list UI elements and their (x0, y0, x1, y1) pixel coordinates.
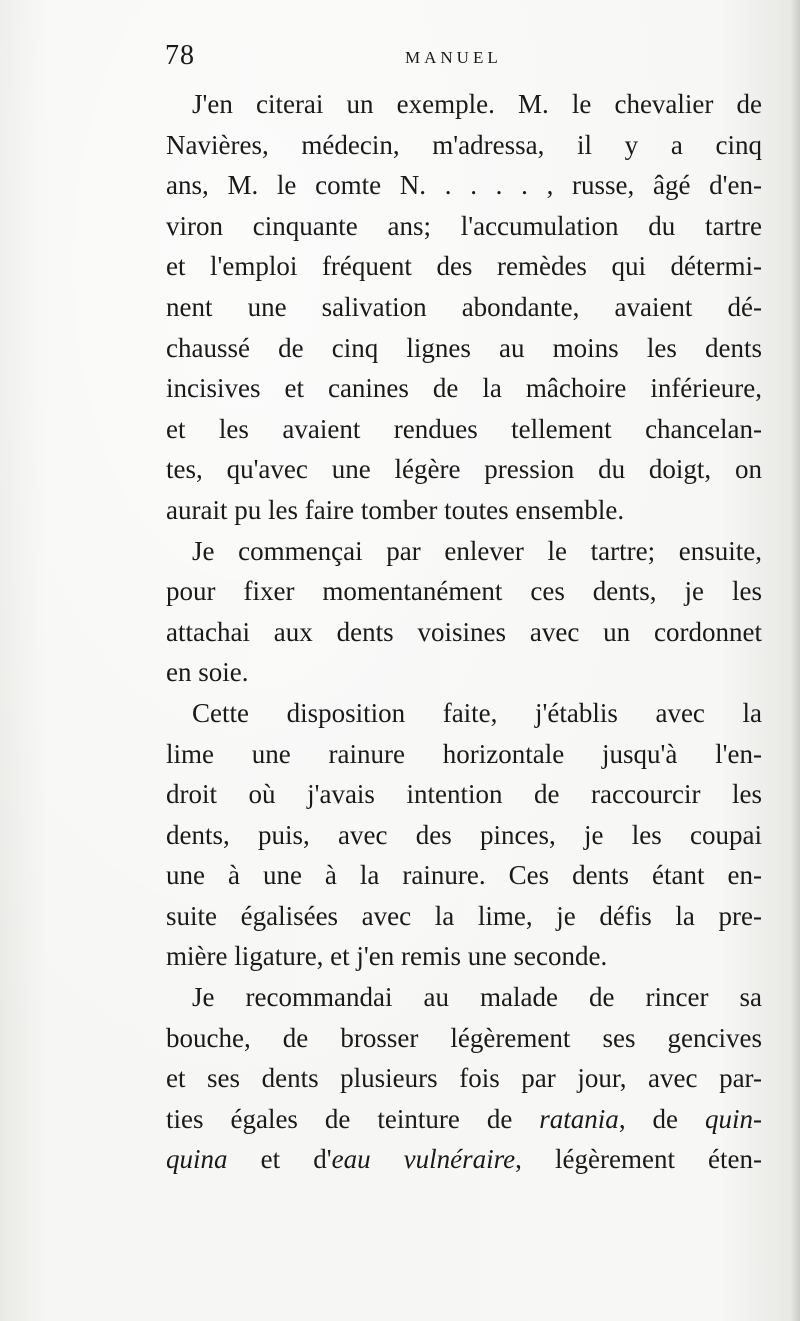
text-line: J'en citerai un exemple. M. le chevalier de (192, 89, 762, 119)
text-line: chaussé de cinq lignes au moins les dents (166, 332, 762, 363)
text-line: incisives et canines de la mâchoire inférieure, (166, 373, 762, 404)
text-line: viron cinquante ans; l'accumulation du tartre (166, 210, 762, 241)
text-line: et ses dents plusieurs fois par jour, avec par- (166, 1063, 762, 1094)
text-line: et les avaient rendues tellement chancelan- (166, 413, 762, 444)
text-line: quina et d'eau vulnéraire, légèrement éten- (166, 1144, 763, 1175)
running-head: MANUEL (405, 48, 502, 67)
text-line: suite égalisées avec la lime, je défis la pre- (166, 900, 762, 931)
page-number: 78 (165, 40, 195, 71)
text-line: nent une salivation abondante, avaient dé- (166, 291, 762, 322)
text-line: Je recommandai au malade de rincer sa (192, 982, 762, 1013)
text-line: droit où j'avais intention de raccourcir les (166, 779, 762, 810)
text-line: lime une rainure horizontale jusqu'à l'en- (166, 738, 762, 769)
italic-term: quin- (705, 1103, 763, 1134)
text-line: Navières, médecin, m'adressa, il y a cinq (166, 129, 762, 160)
page-edge-shadow (790, 0, 800, 1321)
text-line: tes, qu'avec une légère pression du doigt, on (166, 454, 762, 485)
body-text (166, 84, 762, 1180)
italic-term: eau vulnéraire (331, 1144, 516, 1175)
italic-term: ratania (539, 1103, 619, 1134)
text-line: Je commençai par enlever le tartre; ensuite, (192, 535, 762, 566)
text-line: en soie. (166, 657, 249, 688)
text-line: aurait pu les faire tomber toutes ensemble. (166, 494, 625, 525)
text-line: attachai aux dents voisines avec un cordonnet (166, 616, 762, 647)
text-line: mière ligature, et j'en remis une seconde. (166, 941, 608, 972)
text-line: ans, M. le comte N. . . . . , russe, âgé d'en- (166, 170, 762, 201)
text-line: dents, puis, avec des pinces, je les coupai (166, 819, 762, 850)
text-line: Cette disposition faite, j'établis avec la (192, 697, 762, 728)
text-line: bouche, de brosser légèrement ses gencives (166, 1022, 762, 1053)
page-header (165, 40, 765, 80)
text-line: une à une à la rainure. Ces dents étant en- (166, 860, 762, 891)
italic-term: quina (166, 1144, 228, 1175)
text-line: et l'emploi fréquent des remèdes qui détermi- (166, 251, 762, 282)
text-line: pour fixer momentanément ces dents, je les (166, 576, 762, 607)
text-line: ties égales de teinture de ratania, de quin- (166, 1103, 763, 1134)
